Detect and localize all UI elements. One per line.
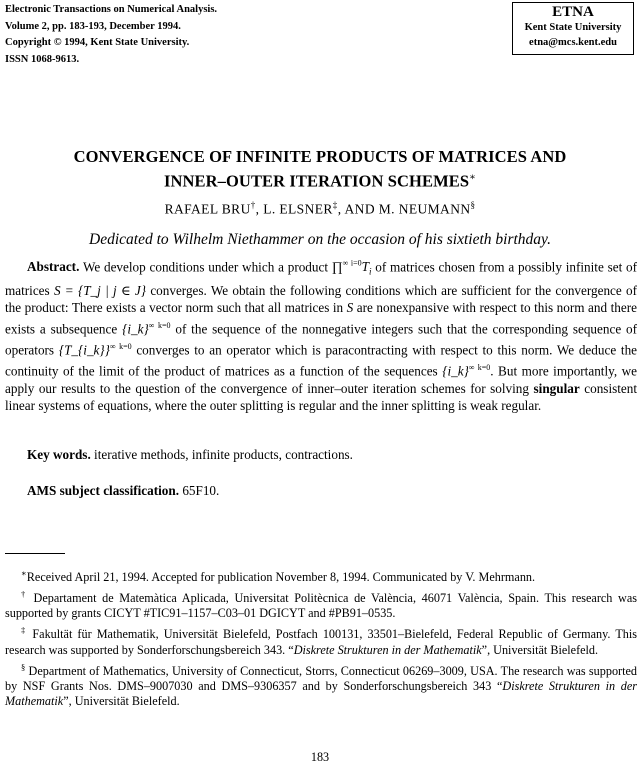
issn: ISSN 1068-9613. [5,53,80,65]
etna-university: Kent State University [524,22,622,33]
footnote-received-mark: ∗ [21,568,27,578]
abstract [5,255,637,415]
keywords-label: Key words. [27,447,91,462]
product-expression [331,259,372,278]
footnote-author-2-text: Fakultät für Mathematik, Universität Bielefeld, Postfach 100131, 33501–Bielefeld, Federal Republic of Germany. This research was supported by Sonderforschungsbereich 343. “ [5,627,637,657]
operator-sequence-expression: {T_{i_k}} [58,342,110,358]
ams-label: AMS subject classification. [27,483,180,498]
set-symbol: S [346,300,354,316]
footnote-author-1-text: Departament de Matemàtica Aplicada, Universitat Politècnica de València, 46071 València, Spain. This research was supported by grants CICYT #TIC91–1157–C03–01 DGICYT and #PB91–0535. [5,591,637,621]
author-2: L. ELSNER [263,201,333,217]
abstract-text-7: . But more importantly, we apply our results to the question of the convergence of inner–outer iteration schemes for solving [5,363,638,396]
author-list: RAFAEL BRU†, L. ELSNER‡, AND M. NEUMANN§ [164,200,476,217]
abstract-text-8: consistent linear systems of equations, where the outer splitting is regular and the inner splitting is weak regular. [5,380,638,414]
operator-sequence-limits: ∞ k=0 [109,341,132,351]
set-expression: S = {T_j | j ∈ J} [53,282,147,298]
footnote-received-text: Received April 21, 1994. Accepted for publication November 8, 1994. Communicated by V. Mehrmann. [26,570,536,585]
sequence-limits: ∞ k=0 [468,362,491,372]
abstract-text-2: of matrices chosen from a possibly infinite set of matrices [5,259,638,298]
title-line-2: INNER–OUTER ITERATION SCHEMES [163,171,470,191]
product-symbol: ∏ [331,259,343,275]
subsequence-limits: ∞ k=0 [148,320,171,330]
sequence-expression: {i_k} [442,363,469,379]
abstract-text-6: converges to an operator which is paracontracting with respect to this norm. We deduce the continuity of the limit of the product of matrices as a function of the sequences [5,342,638,379]
footnote-author-1-mark: † [21,589,28,600]
subsequence-expression: {i_k} [122,321,149,337]
footnote-author-3 [5,660,637,710]
abstract-text-4: are nonexpansive with respect to this norm and there exists a subsequence [5,300,637,337]
title-line-1: CONVERGENCE OF INFINITE PRODUCTS OF MATRICES AND [73,147,567,166]
footnote-author-3-text: Department of Mathematics, University of Connecticut, Storrs, Connecticut 06269–3009, USA. The research was supported by NSF Grants Nos. DMS–9007030 and DMS–9306357 and by Sonderforschungsbereich 343 “ [5,663,637,693]
dedication: Dedicated to Wilhelm Niethammer on the occasion of his sixtieth birthday. [89,231,551,248]
etna-email: etna@mcs.kent.edu [529,36,617,48]
singular-emphasis: singular [533,380,580,396]
footnote-received [5,566,637,585]
abstract-text-5: of the sequence of the nonnegative integers such that the corresponding sequence of operators [5,321,637,358]
title-footnote-mark: ∗ [469,172,477,183]
ams-classification [27,483,219,499]
footnote-author-2-end: ”, Universität Bielefeld. [481,642,599,657]
author-conjunction: AND [344,201,375,217]
footnotes [5,566,637,711]
product-limits: ∞ i=0 [342,259,362,268]
author-1-mark: † [250,200,256,210]
footnote-author-3-italic: Diskrete Strukturen in der Mathematik [5,678,638,709]
footnote-author-1 [5,587,637,621]
abstract-text-3: converges. We obtain the following conditions which are sufficient for the convergence of the product: There exists a vector norm such that all matrices in [5,282,638,316]
footnote-author-3-end: ”, Universität Bielefeld. [63,694,180,709]
journal-name: Electronic Transactions on Numerical Analysis. [5,4,218,15]
footnote-author-2 [5,623,637,657]
page-number: 183 [310,750,330,764]
footnote-author-2-italic: Diskrete Strukturen in der Mathematik [293,642,482,657]
abstract-label: Abstract. [27,259,80,275]
author-1: RAFAEL BRU [164,201,251,217]
etna-name: ETNA [552,4,594,20]
product-subscript: i [368,267,372,278]
author-3: M. NEUMANN [378,201,471,217]
author-2-mark: ‡ [332,200,338,210]
journal-header [5,2,217,68]
etna-box [512,2,634,55]
copyright: Copyright © 1994, Kent State University. [5,37,190,48]
footnote-author-3-mark: § [21,661,26,672]
paper-title [0,146,640,192]
footnote-rule [5,553,65,554]
footnote-author-2-mark: ‡ [21,625,28,636]
volume-info: Volume 2, pp. 183-193, December 1994. [5,20,181,32]
keywords [27,447,353,463]
abstract-text-1: We develop conditions under which a product [82,259,329,275]
product-term: T [361,259,369,275]
author-3-mark: § [470,200,476,210]
ams-code: 65F10. [182,483,220,498]
keywords-text: iterative methods, infinite products, contractions. [94,447,353,462]
